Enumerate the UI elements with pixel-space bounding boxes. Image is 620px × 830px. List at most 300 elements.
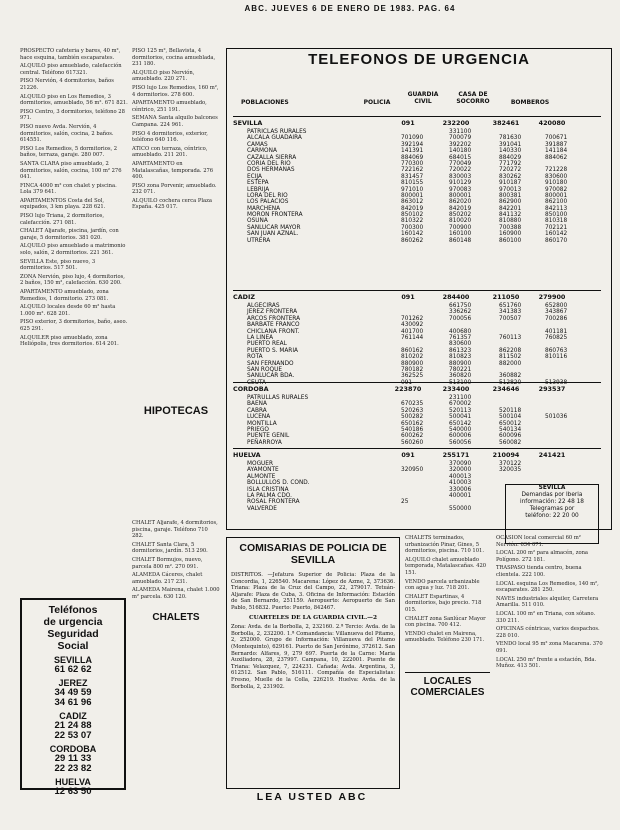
town-number: 320035 <box>499 467 522 474</box>
classified-ad: LOCAL 250 m² frente a estación, Bda. Muñoz. 413 501. <box>496 656 597 670</box>
classified-ad: PISO Nervión, 4 dormitorios, baños 21226. <box>20 78 114 91</box>
town-number: 540134 <box>499 426 522 433</box>
town-name: LA LINEA <box>247 334 274 341</box>
classified-ad: CHALETS terminados, urbanización Pinar, Gines, 5 dormitorios, piscina. 710 101. <box>405 535 484 555</box>
section-socorro: 382461 <box>492 119 520 127</box>
town-number: 850102 <box>401 212 424 219</box>
town-number: 500282 <box>401 414 424 421</box>
town-number: 882000 <box>499 360 522 367</box>
section-header <box>233 385 603 393</box>
urgency-box-number: 61 62 62 <box>54 664 92 675</box>
town-name: ISLA CRISTINA <box>247 486 289 493</box>
town-name: ROSAL FRONTERA <box>247 499 300 506</box>
town-number: 520113 <box>449 407 472 414</box>
page-header: ABC. JUEVES 6 DE ENERO DE 1983. PAG. 64 <box>244 4 456 13</box>
comisarias-body <box>231 572 395 782</box>
sevilla-box-line: información: 22 48 18 <box>520 499 584 505</box>
classified-ad: CHALET zona Sanlúcar Mayor con piscina. 700 412. <box>405 615 486 629</box>
section-bomberos: 420080 <box>538 119 566 127</box>
town-number: 652800 <box>545 303 568 309</box>
town-number: 401700 <box>401 328 424 335</box>
town-number: 850202 <box>449 212 472 219</box>
town-name: CORIA DEL RIO <box>247 160 291 167</box>
urgency-box-title-line: Seguridad <box>47 628 99 640</box>
town-number: 842019 <box>449 205 472 212</box>
town-number: 863012 <box>401 199 424 206</box>
urgency-box-number: 29 11 33 <box>54 753 92 764</box>
section-bomberos: 279900 <box>538 293 566 301</box>
section-bomberos: 241421 <box>538 451 566 459</box>
town-name: SANLUCAR BDA. <box>247 373 295 380</box>
town-number: 830600 <box>449 341 472 348</box>
town-name: LUCENA <box>247 414 271 421</box>
town-number: 841132 <box>499 212 522 219</box>
section-header <box>233 119 603 127</box>
town-number: 141184 <box>545 148 568 155</box>
town-number: 842201 <box>499 205 522 212</box>
town-number: 760825 <box>545 334 568 341</box>
town-number: 884069 <box>401 154 424 161</box>
urgency-title: TELEFONOS DE URGENCIA <box>308 51 530 68</box>
town-name: DOS HERMANAS <box>247 167 295 174</box>
town-name: CHICLANA FRONT. <box>247 328 300 335</box>
town-name: ECIJA <box>247 173 262 180</box>
town-number: 831457 <box>401 173 424 180</box>
town-number: 720272 <box>499 167 522 174</box>
classified-ad: APARTAMENTO en Matalascañas, temporada. 276 400. <box>132 160 214 181</box>
classified-ad: PISO exterior, 3 dormitorios, baño, aseo. 625 291. <box>20 319 128 332</box>
town-number: 670235 <box>401 401 424 408</box>
town-number: 842113 <box>545 205 568 212</box>
section-policia: 223870 <box>394 385 422 393</box>
town-number: 410003 <box>449 480 472 487</box>
urgency-box-city: JEREZ <box>58 678 88 688</box>
town-number: 501036 <box>545 414 568 421</box>
town-name: BAENA <box>247 401 267 408</box>
town-number: 700286 <box>545 315 568 322</box>
town-number: 540000 <box>449 426 472 433</box>
urgency-box-number: 34 61 96 <box>54 697 92 708</box>
town-name: MARCHENA <box>247 205 281 212</box>
classifieds-column-2 <box>132 48 220 388</box>
town-number: 884029 <box>499 154 522 161</box>
town-number: 392202 <box>449 141 472 148</box>
urgency-box-title-line: de urgencia <box>43 616 103 628</box>
classified-ad: ALQUILO piso amueblado a matrimonio solo, salón, 2 dormitorios. 221 361. <box>20 243 126 257</box>
hipotecas-heading: HIPOTECAS <box>143 405 209 417</box>
comisarias-text: DISTRITOS. —Jefatura Superior de Policía: Plaza de la Concordia, 1, 226540. Macarena: López de Azme, 2, 373636. Triana: Plaza de la Cruz del Campo, 22, 279017. Tetuán-Aljarafe: Plaza de Cuba, 3. Oficina de Información: Estación de San Bernardo, 251159. Aeropuerto: Aeropuerto de San Pablo, 516832. Puerto: Puerto, 842467. <box>231 572 395 611</box>
town-number: 362525 <box>401 373 424 380</box>
town-number: 910129 <box>449 180 472 187</box>
classified-ad: CHALET Aljarafe, 4 dormitorios, piscina, garaje. Teléfono 710 282. <box>132 520 218 540</box>
town-number: 391041 <box>499 141 522 148</box>
town-name: SAN FERNANDO <box>247 360 294 367</box>
classified-ad: ALAMEDA Cáceres, chalet amueblado. 217 231. <box>132 572 203 585</box>
classified-ad: APARTAMENTOS Costa del Sol, equipados, 3 km playa. 228 621. <box>20 197 106 211</box>
classified-ad: PISO Centro, 3 dormitorios, teléfono 28 971. <box>20 108 125 122</box>
town-number: 771792 <box>499 160 522 167</box>
chalets-heading: CHALETS <box>152 612 200 623</box>
town-number: 800001 <box>401 192 424 199</box>
town-number: 512820 <box>499 379 522 386</box>
town-number: 513938 <box>545 379 568 386</box>
sevilla-box-line: Demandas por Iberia <box>521 492 583 498</box>
section-header <box>233 451 603 459</box>
town-name: PATRULLAS RURALES <box>247 395 309 401</box>
section-socorro: 210094 <box>492 451 520 459</box>
town-name: ALCALA GUADAIRA <box>247 135 302 142</box>
town-number: 800001 <box>545 192 568 199</box>
section-guardia: 284400 <box>442 293 470 301</box>
urgency-phones-box <box>20 598 126 797</box>
town-number: 722162 <box>401 167 424 174</box>
town-number: 500104 <box>499 414 522 421</box>
town-number: 910187 <box>499 180 522 187</box>
town-name: CARMONA <box>247 148 277 155</box>
town-number: 860100 <box>499 237 522 244</box>
town-number: 761144 <box>401 334 424 341</box>
town-number: 513100 <box>449 379 472 386</box>
col-header-bomberos: BOMBEROS <box>510 99 550 106</box>
classified-ad: OCASION local comercial 60 m² Nervión. 634 071. <box>496 535 581 548</box>
town-name: CAZALLA SIERRA <box>247 154 297 161</box>
town-number: 860763 <box>545 347 568 354</box>
classified-ad: ALQUILO piso Nervión, amueblado. 220 271. <box>132 69 195 83</box>
town-number: 370090 <box>449 461 472 467</box>
town-number: 701262 <box>401 315 424 322</box>
town-number: 160142 <box>545 231 568 238</box>
classified-ad: CHALET Espartinas, 4 dormitorios, bajo precio. 718 015. <box>405 593 482 613</box>
town-number: 25 <box>401 499 409 506</box>
section-socorro: 211050 <box>492 293 520 301</box>
classified-ad: ALQUILO piso amueblado, calefacción central. Teléfono 617321. <box>20 63 122 76</box>
town-number: 810155 <box>401 180 424 187</box>
town-name: PATRICLAS RURALES <box>247 129 307 135</box>
town-number: 160142 <box>401 231 424 238</box>
town-name: SAN ROQUE <box>247 366 282 373</box>
town-number: 320000 <box>449 467 472 474</box>
town-name: BARBATE FRANCO <box>247 322 300 329</box>
urgency-phone-table <box>226 48 612 530</box>
town-name: PUERTO REAL <box>247 341 287 348</box>
classified-ad: ALQUILER piso amueblado, zona Heliópolis, tres dormitorios. 614 201. <box>20 334 119 348</box>
town-number: 880900 <box>401 360 424 367</box>
town-number: 720022 <box>449 167 472 174</box>
sevilla-box-line: Telegramas por <box>529 506 575 512</box>
town-number: 830003 <box>449 173 472 180</box>
urgency-box-number: 21 24 88 <box>54 720 92 731</box>
town-number: 702121 <box>545 224 568 231</box>
town-number: 160100 <box>449 231 472 238</box>
town-number: 880900 <box>449 360 472 367</box>
sevilla-box-line: teléfono: 22 20 00 <box>525 513 579 519</box>
classified-ad: PISO 4 dormitorios, exterior, teléfono 640 116. <box>132 130 208 144</box>
col-header-policia: POLICIA <box>363 99 391 106</box>
town-number: 360820 <box>449 373 472 380</box>
town-number: 560260 <box>401 439 424 446</box>
section-rule <box>233 448 601 449</box>
town-number: 400001 <box>449 492 472 499</box>
section-header <box>233 293 603 301</box>
town-number: 430092 <box>401 322 424 329</box>
town-name: CEUTA <box>247 379 267 386</box>
section-socorro: 234646 <box>492 385 520 393</box>
town-name: ALGECIRAS <box>247 303 280 309</box>
town-name: BOLLULLOS D. COND. <box>247 480 310 487</box>
classified-ad: PISO nuevo Avda. Nervión, 4 dormitorios, salón, cocina, 2 baños. 614551. <box>20 123 114 144</box>
town-number: 560082 <box>499 439 522 446</box>
town-number: 650162 <box>401 420 424 427</box>
town-number: 140180 <box>449 148 472 155</box>
classified-ad: ZONA Nervión, piso lujo, 4 dormitorios, 2 baños, 150 m², calefacción. 630 200. <box>20 273 125 287</box>
town-number: 810116 <box>545 354 568 361</box>
town-number: 331100 <box>449 129 472 135</box>
town-number: 810880 <box>499 218 522 225</box>
section-rule <box>233 116 601 117</box>
town-number: 700671 <box>545 135 568 142</box>
classified-ad: TRASPASO tienda centro, buena clientela. 222 100. <box>496 565 582 578</box>
town-number: 700507 <box>499 315 522 322</box>
town-number: 860262 <box>401 237 424 244</box>
town-number: 861323 <box>449 347 472 354</box>
town-number: 650012 <box>499 420 522 427</box>
town-name: PUENTE GENIL <box>247 433 290 440</box>
town-number: 781630 <box>499 135 522 142</box>
town-number: 800001 <box>449 192 472 199</box>
classified-ad: PISO 125 m², Bellavista, 4 dormitorios, cocina amueblada, 231 180. <box>132 48 216 68</box>
section-rule <box>233 290 601 291</box>
town-number: 700300 <box>401 224 424 231</box>
town-name: CABRA <box>247 407 267 414</box>
col-header-poblaciones: POBLACIONES <box>241 99 289 106</box>
classified-ad: APARTAMENTO amueblado, céntrico, 251 191. <box>132 100 207 113</box>
town-name: ESTEPA <box>247 180 269 187</box>
locales-heading: LOCALES COMERCIALES <box>405 672 490 698</box>
town-number: 701090 <box>401 135 424 142</box>
town-row <box>247 440 537 446</box>
classified-ad: PISO lujo Los Remedios, 160 m², 4 dormitorios. 278 600. <box>132 84 219 98</box>
comisarias-title: COMISARIAS DE POLICIA DE SEVILLA <box>239 542 387 566</box>
town-name: PRIEGO <box>247 426 269 433</box>
section-rows <box>247 129 568 244</box>
urgency-box-city: SEVILLA <box>53 655 92 665</box>
town-name: LEBRIJA <box>247 186 270 193</box>
town-number: 721228 <box>545 167 568 174</box>
classified-ad: LOCAL 200 m² para almacén, zona Polígono. 272 181. <box>496 550 589 563</box>
town-number: 141391 <box>401 148 424 155</box>
section-rule <box>233 382 601 383</box>
section-guardia: 255171 <box>442 451 470 459</box>
town-number: 770300 <box>401 160 424 167</box>
town-number: 760113 <box>499 334 522 341</box>
town-number: 401181 <box>545 328 568 335</box>
town-number: 862208 <box>499 347 522 354</box>
classifieds-column-3 <box>405 535 490 775</box>
town-number: 862900 <box>499 199 522 206</box>
town-number: 860148 <box>449 237 472 244</box>
classifieds-column-4 <box>496 535 604 825</box>
town-number: 600096 <box>499 433 522 440</box>
town-number: 700079 <box>449 135 472 142</box>
town-name: ALMONTE <box>247 473 276 480</box>
classified-ad: FINCA 4000 m² con chalet y piscina. Lola 379 641. <box>20 182 117 196</box>
classified-ad: ALQUILO chalet amueblado temporada, Matalascañas. 420 151. <box>405 556 487 576</box>
town-number: 830600 <box>545 173 568 180</box>
classified-ad: PROSPECTO cafetería y bares, 40 m², hace esquina, también escaparates. <box>20 48 121 61</box>
town-number: 330006 <box>449 486 472 493</box>
classified-ad: PISO lujo Triana, 2 dormitorios, calefacción. 271 081. <box>20 213 105 226</box>
town-name: MORON FRONTERA <box>247 212 303 219</box>
town-number: 341383 <box>499 309 522 316</box>
classified-ad: ATICO con terraza, céntrico, amueblado. 211 201. <box>132 145 208 159</box>
town-number: 971010 <box>401 186 424 193</box>
classified-ad: ALQUILO piso en Los Remedios, 3 dormitorios, amueblado, 56 m². 671 821. <box>20 93 128 107</box>
classified-ad: SANTA CLARA piso amueblado, 2 dormitorios, salón, cocina, 100 m² 276 041. <box>20 160 122 181</box>
town-number: 650142 <box>449 420 472 427</box>
town-number: 560056 <box>449 439 472 446</box>
town-number: 140330 <box>499 148 522 155</box>
urgency-box-city: CADIZ <box>59 711 87 721</box>
classified-ad: PISO Los Remedios, 5 dormitorios, 2 baños, terraza, garaje. 280 007. <box>20 145 118 159</box>
town-number: 231100 <box>449 395 472 401</box>
town-number: 370122 <box>499 461 522 467</box>
classifieds-column-2b <box>132 520 220 775</box>
urgency-box-number: 12 63 50 <box>54 786 92 797</box>
town-number: 400680 <box>449 328 472 335</box>
town-number: 392194 <box>401 141 424 148</box>
town-number: 600262 <box>401 433 424 440</box>
town-number: 091 <box>401 379 413 386</box>
town-number: 860162 <box>401 347 424 354</box>
cuarteles-text: Zona: Avda. de la Borbolla, 2, 232160. 2.ª Tercio: Avda. de la Borbolla, 2, 232200. 1.ª Comandancia: Villanueva del Pitamo, 2, 252000. Grupo de Información: Villanueva del Pitamo (Montequinto), 629161. Puerto de San Jerónimo, 372612. San Bernardo: Alfares, 9, 279 697. Puerta de la Carne: Maria Auxiliadora, 28, 237997. Campana, 10, 222001. Puente de Triana: Velazquez, 7, 224231. Cañada: Avda. Argentina, 3, 612512. San Pablo, 516111. Compañía de Especialistas: Fresno, Muelle de la Colla, 226219. Huelva: Avda. de la Borbolla, 2, 231902. <box>231 624 395 690</box>
urgency-box-number: 22 23 82 <box>54 763 92 774</box>
section-policia: 091 <box>401 119 415 127</box>
town-number: 550000 <box>449 505 472 512</box>
town-number: 160900 <box>499 231 522 238</box>
town-number: 860170 <box>545 237 568 244</box>
town-number: 770049 <box>449 160 472 167</box>
section-rows <box>247 303 568 386</box>
town-number: 651760 <box>499 303 522 309</box>
section-name: HUELVA <box>233 451 261 459</box>
classified-ad: APARTAMENTO amueblado, zona Remedios, 1 dormitorio. 273 081. <box>20 289 109 302</box>
town-number: 700056 <box>449 315 472 322</box>
classified-ad: PISO zona Porvenir, amueblado. 232 071. <box>132 182 217 196</box>
section-name: CADIZ <box>233 293 255 301</box>
town-name: SANLUCAR MAYOR <box>247 224 301 231</box>
classified-ad: SEVILLA Este, piso nuevo, 3 dormitorios. 517 501. <box>20 258 96 272</box>
section-guardia: 233400 <box>442 385 470 393</box>
town-number: 700388 <box>499 224 522 231</box>
town-number: 670002 <box>449 401 472 408</box>
section-guardia: 232200 <box>442 119 470 127</box>
urgency-box-city: CORDOBA <box>49 744 97 754</box>
town-number: 850100 <box>545 212 568 219</box>
town-number: 520263 <box>401 407 424 414</box>
section-bomberos: 293537 <box>538 385 566 393</box>
town-number: 811502 <box>499 354 522 361</box>
classified-ad: VENDO chalet en Mairena, amueblado. Teléfono 230 171. <box>405 630 485 644</box>
town-row <box>247 237 568 244</box>
town-number: 780221 <box>449 366 472 373</box>
town-number: 970013 <box>499 186 522 193</box>
town-name: AYAMONTE <box>247 467 279 474</box>
comisarias-box <box>226 537 400 789</box>
town-name: MOGUER <box>247 461 273 467</box>
classified-ad: CHALET Bormujos, nuevo, parcela 800 m². 270 091. <box>132 556 203 570</box>
urgency-box-number: 34 49 59 <box>54 687 92 698</box>
town-number: 830262 <box>499 173 522 180</box>
town-number: 360882 <box>499 373 522 380</box>
town-number: 320950 <box>401 467 424 474</box>
town-number: 970082 <box>545 186 568 193</box>
classified-ad: VENDO local 95 m² zona Macarena. 370 091. <box>496 641 603 654</box>
town-name: JEREZ FRONTERA <box>247 309 298 316</box>
section-rows <box>247 461 537 512</box>
town-name: LORA DEL RIO <box>247 192 288 199</box>
urgency-box-title-line: Teléfonos <box>48 604 98 616</box>
town-number: 970083 <box>449 186 472 193</box>
col-header-socorro: CASA DE SOCORRO <box>456 91 490 105</box>
classified-ad: NAVES industriales alquiler, Carretera Amarilla. 511 010. <box>496 595 599 609</box>
town-number: 336262 <box>449 309 472 316</box>
town-name: OSUNA <box>247 218 268 225</box>
town-name: VALVERDE <box>247 505 277 512</box>
town-name: UTRERA <box>247 237 271 244</box>
town-number: 400013 <box>449 473 472 480</box>
town-name: LOS PALACIOS <box>247 199 289 206</box>
town-number: 862100 <box>545 199 568 206</box>
town-number: 810318 <box>545 218 568 225</box>
classified-ad: ALQUILO locales desde 60 m² hasta 1.000 m². 628 201. <box>20 304 116 317</box>
urgency-box-number: 22 53 07 <box>54 730 92 741</box>
section-rows <box>247 395 568 446</box>
classified-ad: CHALET Santa Clara, 5 dormitorios, jardín. 513 290. <box>132 541 208 555</box>
town-number: 661750 <box>449 303 472 309</box>
urgency-box-title-line: Social <box>57 640 89 652</box>
section-name: SEVILLA <box>233 119 263 127</box>
town-number: 810322 <box>401 218 424 225</box>
town-name: CAMAS <box>247 141 268 148</box>
town-number: 842019 <box>401 205 424 212</box>
classified-ad: LOCAL 100 m² en Triana, con sótano. 330 211. <box>496 610 596 624</box>
section-policia: 091 <box>401 293 415 301</box>
classifieds-column-1 <box>20 48 128 596</box>
town-number: 810202 <box>401 354 424 361</box>
town-name: SAN JUAN AZNAL. <box>247 231 299 238</box>
town-name: ROTA <box>247 354 263 361</box>
cuarteles-heading: CUARTELES DE LA GUARDIA CIVIL.—2 <box>248 614 378 621</box>
urgency-box-city: HUELVA <box>55 777 91 787</box>
section-name: CORDOBA <box>233 385 269 393</box>
classified-ad: ALQUILO cochera cerca Plaza España. 425 017. <box>132 197 212 211</box>
town-number: 684015 <box>449 154 472 161</box>
town-number: 520118 <box>499 407 522 414</box>
town-number: 800381 <box>499 192 522 199</box>
town-number: 862020 <box>449 199 472 206</box>
town-name: PUERTO S. MARIA <box>247 347 298 354</box>
classified-ad: CHALET Aljarafe, piscina, jardín, con garaje, 5 dormitorios. 381 020. <box>20 228 119 241</box>
town-row <box>247 506 537 512</box>
town-name: ARCOS FRONTERA <box>247 315 301 322</box>
town-number: 700900 <box>449 224 472 231</box>
classified-ad: VENDO parcela urbanizable con agua y luz. 718 201. <box>405 578 480 592</box>
town-number: 600006 <box>449 433 472 440</box>
section-policia: 091 <box>401 451 415 459</box>
col-header-guardia: GUARDIA CIVIL <box>407 91 439 105</box>
town-number: 780182 <box>401 366 424 373</box>
town-number: 810020 <box>449 218 472 225</box>
